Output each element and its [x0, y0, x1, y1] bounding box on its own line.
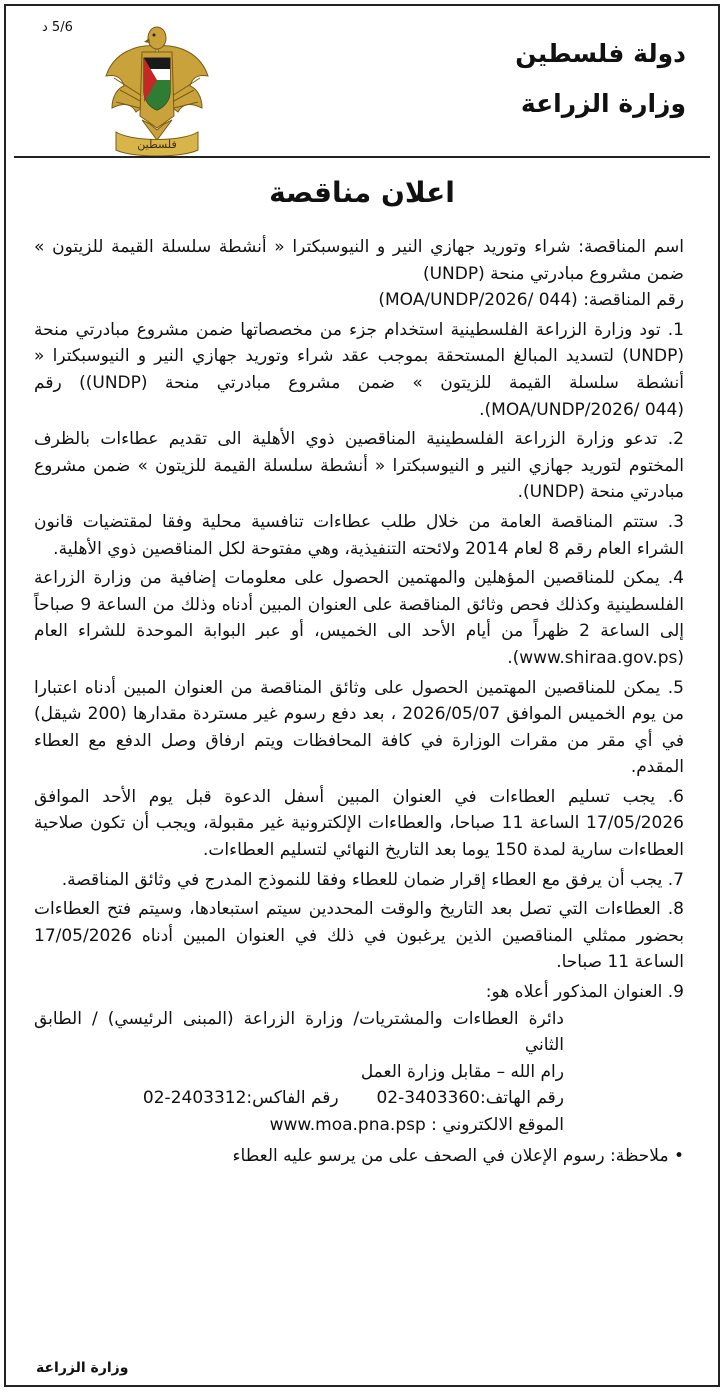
clause-1: 1. تود وزارة الزراعة الفلسطينية استخدام جزء من مخصصاتها ضمن مشروع مبادرتي منحة (UNDP) لتسديد المبالغ المستحقة بموجب عقد شراء وتوريد جهازي النير و النيوسبكترا « أنشطة سلسلة القيمة للزيتون » ضمن مشروع مبادرتي منحة (UNDP)) رقم (MOA/UNDP/2026/ 044). — [34, 319, 684, 420]
state-name: دولة فلسطين — [515, 39, 686, 68]
note: • ملاحظة: رسوم الإعلان في الصحف على من يرسو عليه العطاء — [232, 1145, 684, 1166]
ministry-name: وزارة الزراعة — [520, 89, 686, 118]
tender-number: رقم المناقصة: (MOA/UNDP/2026/ 044) — [378, 290, 684, 311]
emblem-text: فلسطين — [137, 138, 177, 151]
address-line-phone-fax: رقم الهاتف:3403360-02 رقم الفاكس:2403312-02 — [142, 1088, 564, 1109]
address-line-website: الموقع الالكتروني : www.moa.pna.psp — [269, 1115, 564, 1135]
ministry-heading — [515, 34, 686, 124]
clause-4: 4. يمكن للمناقصين المؤهلين والمهتمين الحصول على معلومات إضافية من وزارة الزراعة الفلسطينية وكذلك فحص وثائق المناقصة على العنوان المبين أدناه وذلك من الساعة 9 صباحاً إلى الساعة 2 ظهراً من أيام الأحد الى الخميس، أو عبر البوابة الموحدة للشراء العام (www.shiraa.gov.ps). — [34, 568, 685, 668]
clause-8: 8. العطاءات التي تصل بعد التاريخ والوقت المحددين سيتم استبعادها، وسيتم فتح العطاءات بحضور ممثلي المناقصين الذين يرغبون في ذلك في العنوان المبين أدناه 17/05/2026 الساعة 11 صباحا. — [34, 899, 684, 973]
address-line-location: رام الله – مقابل وزارة العمل — [360, 1061, 564, 1082]
clause-9: 9. العنوان المذكور أعلاه هو: — [485, 982, 684, 1003]
clause-3: 3. ستتم المناقصة العامة من خلال طلب عطاءات تنافسية محلية وفقا لمقتضيات قانون الشراء العام رقم 8 لعام 2014 ولائحته التنفيذية، وهي مفتوحة لكل المناقصين ذوي الأهلية. — [34, 511, 684, 559]
clause-2: 2. تدعو وزارة الزراعة الفلسطينية المناقصين ذوي الأهلية الى تقديم عطاءات بالظرف المختوم لتوريد جهازي النير و النيوسبكترا « أنشطة سلسلة القيمة للزيتون » ضمن مشروع مبادرتي منحة (UNDP). — [34, 429, 684, 503]
page-title: اعلان مناقصة — [269, 176, 455, 209]
clause-5: 5. يمكن للمناقصين المهتمين الحصول على وثائق المناقصة من العنوان المبين أدناه اعتبارا من يوم الخميس الموافق 2026/05/07 ، بعد دفع رسوم غير مستردة مقدارها (200 شيقل) في أي مقر من مقرات الوزارة في كافة المحافظات ويتم ارفاق وصل الدفع مع العطاء المقدم. — [34, 677, 685, 778]
announcement-frame — [4, 4, 720, 1387]
tender-name: اسم المناقصة: شراء وتوريد جهازي النير و النيوسبكترا « أنشطة سلسلة القيمة للزيتون » ضمن مشروع مبادرتي منحة (UNDP) — [34, 237, 684, 284]
clause-7: 7. يجب أن يرفق مع العطاء إقرار ضمان للعطاء وفقا للنموذج المدرج في وثائق المناقصة. — [61, 869, 684, 890]
address-line-department: دائرة العطاءات والمشتريات/ وزارة الزراعة (المبنى الرئيسي) / الطابق الثاني — [34, 1008, 564, 1056]
announcement-body — [34, 234, 684, 1169]
palestine-eagle-emblem-icon — [102, 16, 212, 158]
clause-6: 6. يجب تسليم العطاءات في العنوان المبين أسفل الدعوة قبل يوم الأحد الموافق 17/05/2026 الساعة 11 صباحا، والعطاءات الإلكترونية غير مقبولة، ويجب أن تكون صلاحية العطاءات سارية لمدة 150 يوما بعد التاريخ النهائي لتسليم العطاءات. — [34, 786, 684, 861]
page-code: 5/6 د — [42, 20, 73, 35]
header-divider — [14, 156, 710, 158]
footer-signature: وزارة الزراعة — [36, 1360, 129, 1376]
